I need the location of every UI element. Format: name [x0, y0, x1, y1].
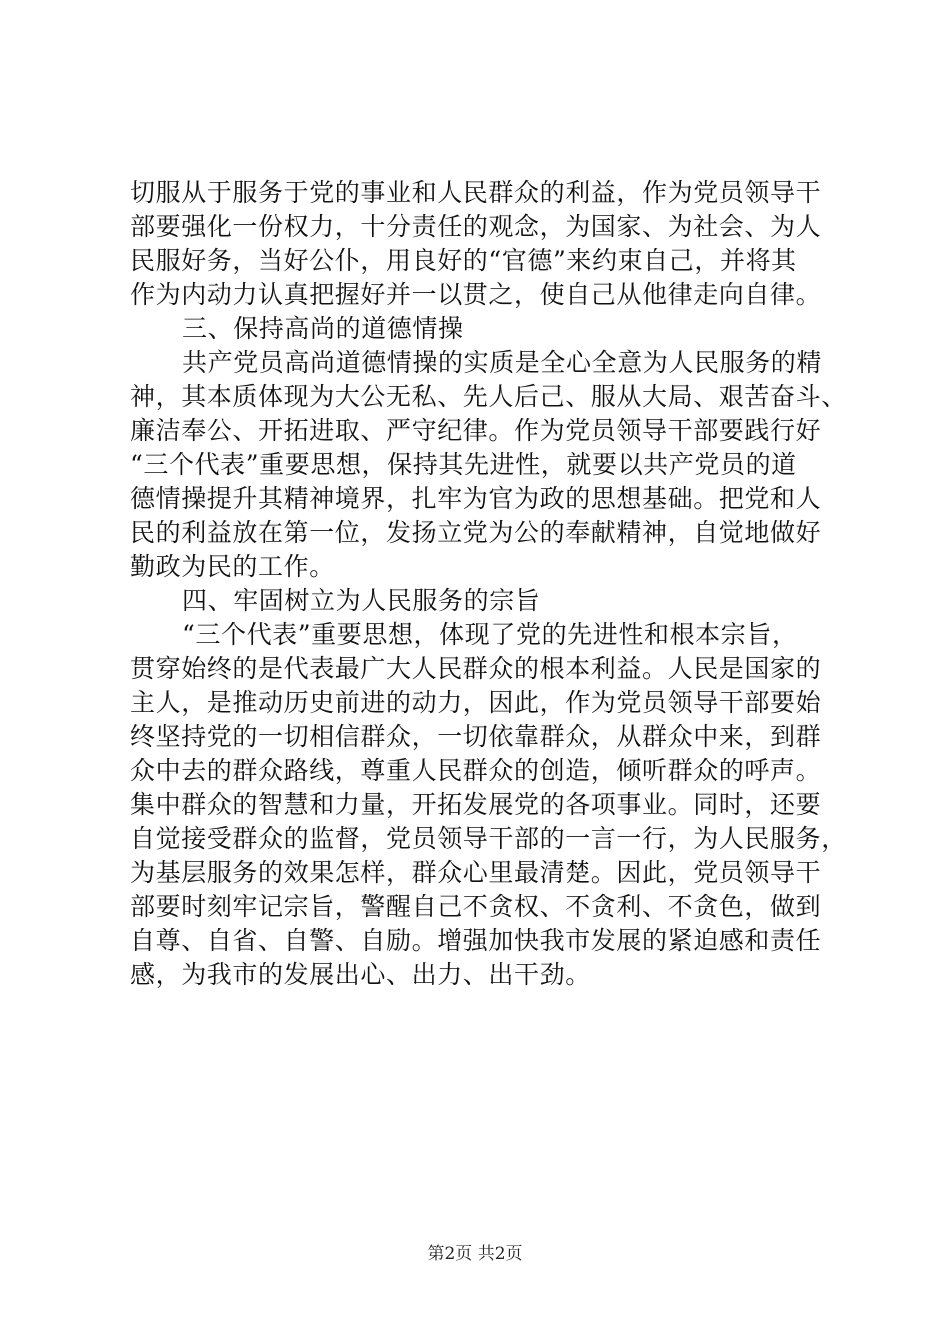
section-heading-3: 三、保持高尚的道德情操 — [182, 314, 464, 343]
body-text-line: 贯穿始终的是代表最广大人民群众的根本利益。人民是国家的 — [130, 654, 822, 683]
body-text-line: 为基层服务的效果怎样，群众心里最清楚。因此，党员领导干 — [130, 858, 822, 887]
body-text-line: “三个代表”重要思想，保持其先进性，就要以共产党员的道 — [130, 450, 797, 479]
body-text-line: “三个代表”重要思想，体现了党的先进性和根本宗旨， — [182, 620, 798, 649]
body-text-line: 民的利益放在第一位，发扬立党为公的奉献精神，自觉地做好 — [130, 518, 822, 547]
body-text-line: 感，为我市的发展出心、出力、出干劲。 — [130, 960, 591, 989]
body-text-line: 神，其本质体现为大公无私、先人后己、服从大局、艰苦奋斗、 — [130, 382, 847, 411]
body-text-line: 廉洁奉公、开拓进取、严守纪律。作为党员领导干部要践行好 — [130, 416, 822, 445]
body-text-line: 众中去的群众路线，尊重人民群众的创造，倾听群众的呼声。 — [130, 756, 822, 785]
section-heading-4: 四、牢固树立为人民服务的宗旨 — [182, 586, 541, 615]
body-text-line: 民服好务，当好公仆，用良好的“官德”来约束自己，并将其 — [130, 246, 797, 275]
body-text-line: 终坚持党的一切相信群众，一切依靠群众，从群众中来，到群 — [130, 722, 822, 751]
page-number-footer: 第2页 共2页 — [427, 1244, 523, 1264]
body-text-line: 部要时刻牢记宗旨，警醒自己不贪权、不贪利、不贪色，做到 — [130, 892, 822, 921]
body-text-line: 自觉接受群众的监督，党员领导干部的一言一行，为人民服务， — [130, 824, 847, 853]
body-text-line: 德情操提升其精神境界，扎牢为官为政的思想基础。把党和人 — [130, 484, 822, 513]
body-text-line: 主人，是推动历史前进的动力，因此，作为党员领导干部要始 — [130, 688, 822, 717]
body-text-line: 自尊、自省、自警、自励。增强加快我市发展的紧迫感和责任 — [130, 926, 822, 955]
body-text-line: 切服从于服务于党的事业和人民群众的利益，作为党员领导干 — [130, 178, 822, 207]
body-text-line: 作为内动力认真把握好并一以贯之，使自己从他律走向自律。 — [130, 280, 822, 309]
body-text-line: 集中群众的智慧和力量，开拓发展党的各项事业。同时，还要 — [130, 790, 822, 819]
body-text-line: 勤政为民的工作。 — [130, 552, 335, 581]
body-text-line: 共产党员高尚道德情操的实质是全心全意为人民服务的精 — [182, 348, 823, 377]
body-text-line: 部要强化一份权力，十分责任的观念，为国家、为社会、为人 — [130, 212, 822, 241]
